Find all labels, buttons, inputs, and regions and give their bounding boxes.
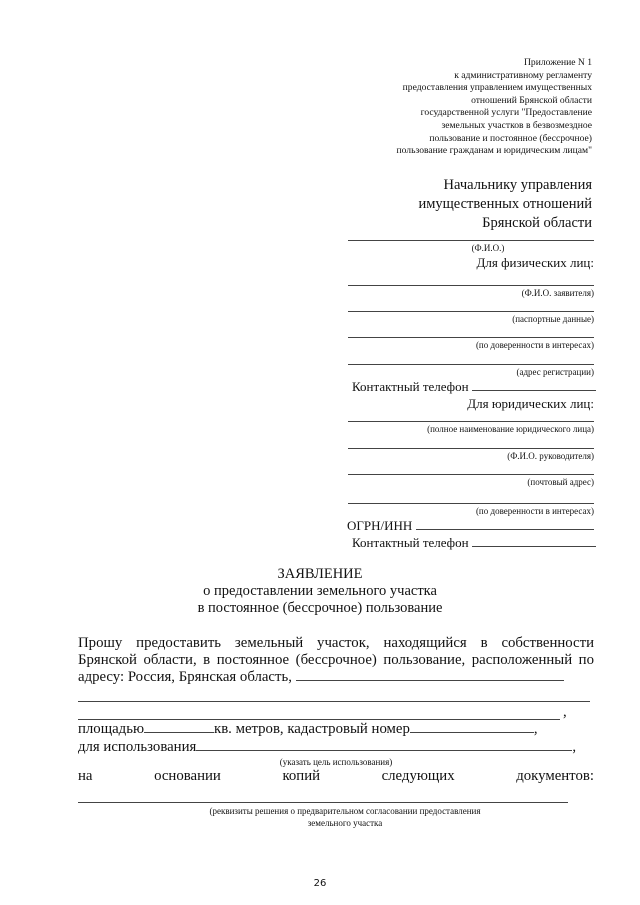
addressee-fio-line[interactable]: [348, 240, 594, 241]
comma: ,: [572, 739, 577, 755]
field-hint: (по доверенности в интересах): [475, 506, 594, 516]
phone-label: Контактный телефон: [352, 535, 469, 550]
area-row: [78, 721, 538, 738]
address-field[interactable]: [296, 680, 564, 681]
address-continuation-field[interactable]: [78, 719, 560, 720]
legal-heading: Для юридических лиц:: [467, 396, 594, 411]
addressee-line: Брянской области: [482, 215, 592, 231]
appendix-line: пользование гражданам и юридическим лицам": [396, 145, 592, 157]
field-hint: (полное наименование юридического лица): [427, 424, 594, 434]
cadastral-number-field[interactable]: [410, 732, 534, 733]
statement-subtitle: о предоставлении земельного участка: [203, 583, 437, 599]
use-row: [78, 739, 576, 756]
ogrn-field[interactable]: [416, 529, 594, 530]
field-hint: (адрес регистрации): [516, 367, 594, 377]
legal-proxy-field[interactable]: [348, 503, 594, 504]
basis-word: на: [78, 768, 93, 784]
postal-address-field[interactable]: [348, 474, 594, 475]
appendix-line: земельных участков в безвозмездное: [441, 119, 592, 131]
appendix-line: пользование и постоянное (бессрочное): [429, 132, 592, 144]
address-continuation-field[interactable]: [78, 701, 590, 702]
legal-name-field[interactable]: [348, 421, 594, 422]
individual-phone-row: [352, 379, 596, 394]
basis-word: копий: [282, 768, 321, 784]
director-name-field[interactable]: [348, 448, 594, 449]
phone-label: Контактный телефон: [352, 379, 469, 394]
field-hint: (по доверенности в интересах): [475, 340, 594, 350]
page-number: 26: [313, 878, 327, 889]
basis-word: основании: [154, 768, 221, 784]
area-label: площадью: [78, 721, 144, 737]
appendix-line: отношений Брянской области: [471, 94, 592, 106]
comma: ,: [563, 704, 567, 720]
address-row: [78, 669, 564, 686]
basis-word: следующих: [381, 768, 455, 784]
body-line: Прошу предоставить земельный участок, находящийся в собственности: [78, 635, 594, 651]
individual-phone-field[interactable]: [472, 390, 596, 391]
field-hint: (почтовый адрес): [527, 477, 594, 487]
legal-phone-field[interactable]: [472, 546, 596, 547]
appendix-line: предоставления управлением имущественных: [402, 82, 592, 94]
use-purpose-field[interactable]: [196, 750, 572, 751]
basis-row: [78, 768, 594, 785]
body-line: Брянской области, в постоянное (бессрочное) пользование, расположенный по: [78, 652, 594, 668]
appendix-line: к административному регламенту: [454, 69, 592, 81]
fio-hint: (Ф.И.О.): [471, 243, 505, 253]
comma: ,: [533, 721, 538, 737]
appendix-line: государственной услуги "Предоставление: [420, 107, 592, 119]
statement-subtitle: в постоянное (бессрочное) пользование: [197, 600, 443, 616]
basis-hint: земельного участка: [307, 818, 383, 828]
basis-documents-field[interactable]: [78, 802, 568, 803]
field-hint: (паспортные данные): [512, 314, 594, 324]
address-label: адресу: Россия, Брянская область,: [78, 669, 292, 685]
addressee-block: [418, 176, 592, 233]
registration-address-field[interactable]: [348, 364, 594, 365]
legal-phone-row: [352, 535, 596, 550]
basis-hint: (реквизиты решения о предварительном согласовании предоставления: [209, 806, 481, 816]
ogrn-row: [347, 518, 594, 533]
use-hint: (указать цель использования): [279, 757, 393, 767]
statement-title: ЗАЯВЛЕНИЕ: [277, 566, 363, 582]
appendix-line: Приложение N 1: [523, 57, 592, 68]
applicant-name-field[interactable]: [348, 285, 594, 286]
appendix-header: [292, 57, 592, 158]
addressee-line: Начальнику управления: [443, 177, 592, 193]
addressee-line: имущественных отношений: [418, 196, 592, 212]
basis-word: документов:: [516, 768, 594, 784]
field-hint: (Ф.И.О. руководителя): [507, 451, 594, 461]
individuals-heading: Для физических лиц:: [476, 255, 594, 270]
area-unit: кв. метров, кадастровый номер: [214, 721, 410, 737]
use-label: для использования: [78, 739, 197, 755]
ogrn-label: ОГРН/ИНН: [347, 518, 413, 533]
field-hint: (Ф.И.О. заявителя): [521, 288, 594, 298]
passport-field[interactable]: [348, 311, 594, 312]
proxy-field[interactable]: [348, 337, 594, 338]
area-field[interactable]: [144, 732, 214, 733]
